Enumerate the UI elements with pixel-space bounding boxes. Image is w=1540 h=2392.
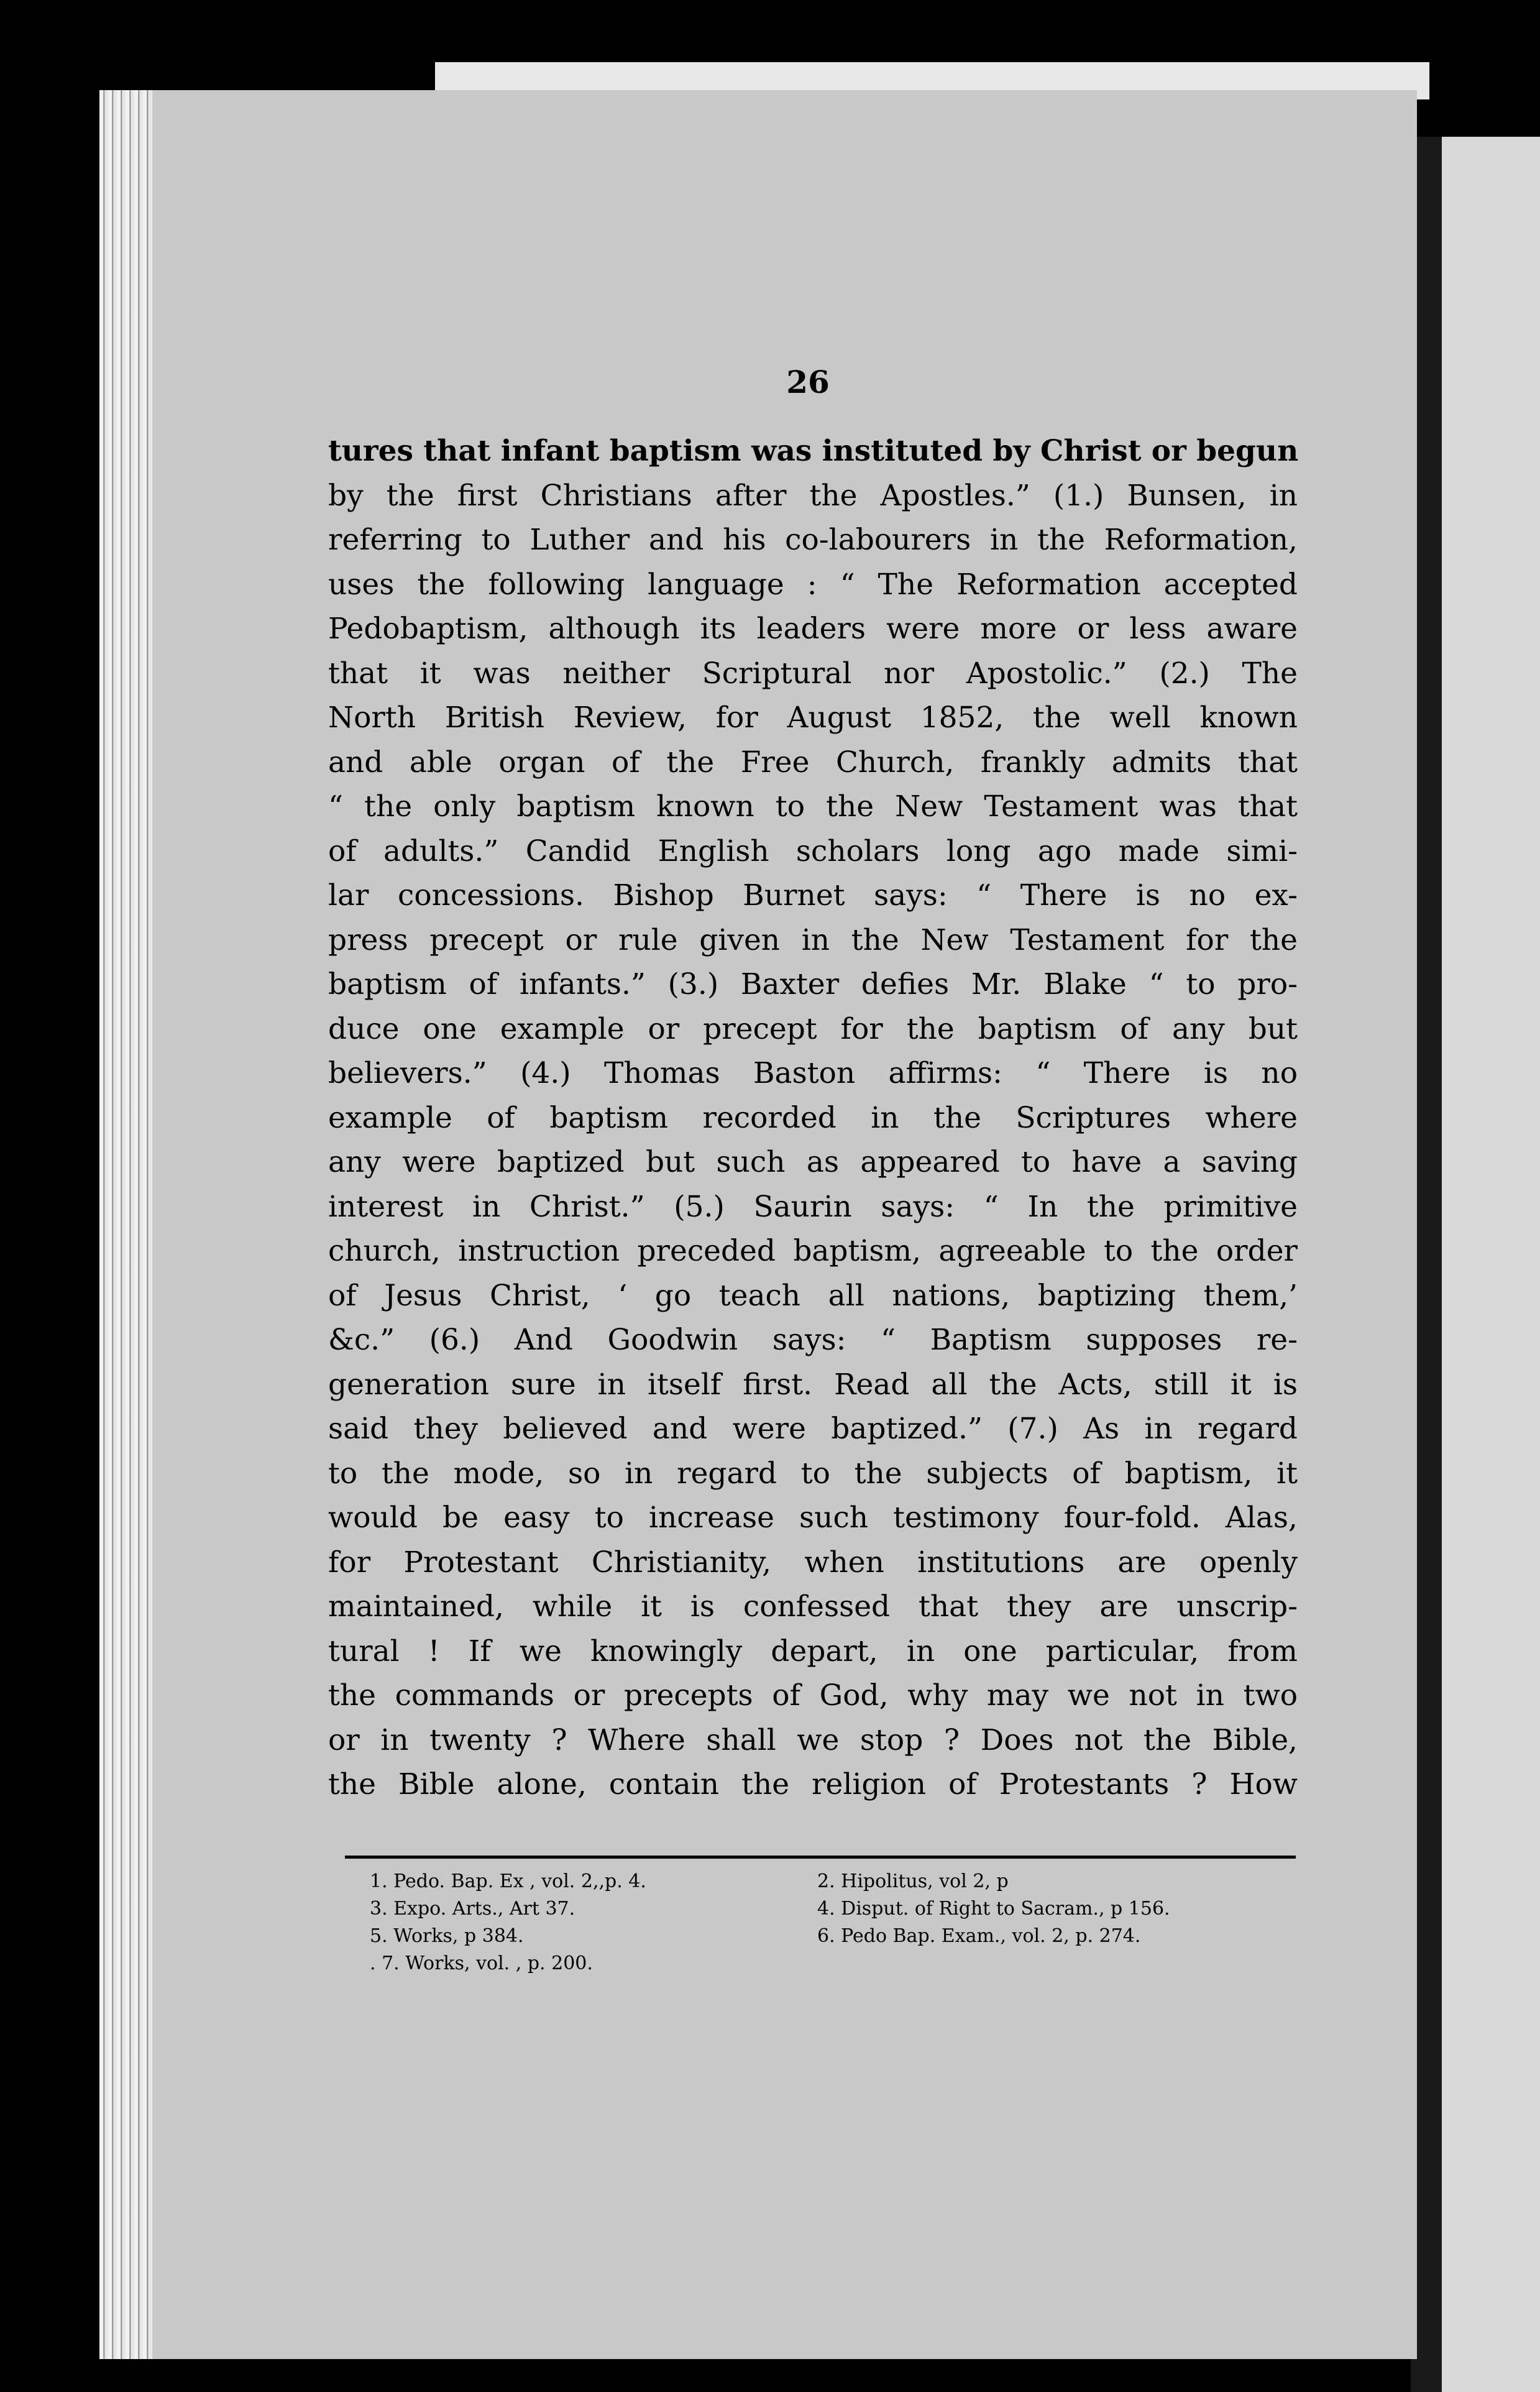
text-line: lar concessions. Bishop Burnet says: “ There is no ex- (328, 878, 1298, 913)
text-line: tural ! If we knowingly depart, in one particular, from (328, 1634, 1298, 1668)
text-line: believers.” (4.) Thomas Baston affirms: “ There is no (328, 1056, 1298, 1090)
text-line: of Jesus Christ, ‘ go teach all nations, baptizing them,’ (328, 1278, 1298, 1313)
footnote-divider (345, 1856, 1296, 1859)
text-line: &c.” (6.) And Goodwin says: “ Baptism supposes re- (328, 1323, 1298, 1357)
text-line: or in twenty ? Where shall we stop ? Does not the Bible, (328, 1723, 1298, 1757)
footnote: 6. Pedo Bap. Exam., vol. 2, p. 274. (817, 1925, 1141, 1947)
page-number: 26 (786, 364, 830, 400)
footnote: . 7. Works, vol. , p. 200. (370, 1953, 593, 1974)
text-line: and able organ of the Free Church, frankly admits that (328, 745, 1298, 780)
footnote: 1. Pedo. Bap. Ex , vol. 2,,p. 4. (370, 1870, 646, 1892)
text-line: the Bible alone, contain the religion of Protestants ? How (328, 1767, 1298, 1801)
text-line: of adults.” Candid English scholars long ago made simi- (328, 834, 1298, 868)
text-line: any were baptized but such as appeared to have a saving (328, 1145, 1298, 1179)
text-line: by the first Christians after the Apostles.” (1.) Bunsen, in (328, 478, 1298, 513)
text-line: the commands or precepts of God, why may we not in two (328, 1678, 1298, 1713)
text-line: “ the only baptism known to the New Testament was that (328, 789, 1298, 824)
text-line: generation sure in itself first. Read all the Acts, still it is (328, 1367, 1298, 1402)
text-line: maintained, while it is confessed that they are unscrip- (328, 1589, 1298, 1624)
body-text (328, 429, 1298, 1807)
text-line: for Protestant Christianity, when institutions are openly (328, 1545, 1298, 1580)
text-line: duce one example or precept for the baptism of any but (328, 1011, 1298, 1046)
text-line: referring to Luther and his co-labourers in the Reformation, (328, 523, 1298, 557)
text-line: baptism of infants.” (3.) Baxter defies Mr. Blake “ to pro- (328, 967, 1298, 1001)
text-line: church, instruction preceded baptism, agreeable to the order (328, 1234, 1298, 1268)
footnote: 3. Expo. Arts., Art 37. (370, 1898, 575, 1920)
text-line: to the mode, so in regard to the subjects of baptism, it (328, 1456, 1298, 1491)
text-line: press precept or rule given in the New Testament for the (328, 922, 1298, 957)
footnotes-left-column (370, 1868, 646, 1977)
footnote: 5. Works, p 384. (370, 1925, 524, 1947)
footnote: 2. Hipolitus, vol 2, p (817, 1870, 1009, 1892)
text-line: said they believed and were baptized.” (7.) As in regard (328, 1412, 1298, 1446)
text-line: that it was neither Scriptural nor Apostolic.” (2.) The (328, 656, 1298, 691)
text-line: example of baptism recorded in the Scriptures where (328, 1100, 1298, 1135)
text-line: uses the following language : “ The Reformation accepted (328, 567, 1298, 602)
text-line: tures that infant baptism was instituted by Christ or begun (328, 434, 1299, 468)
text-line: Pedobaptism, although its leaders were more or less aware (328, 612, 1298, 646)
binding-gutter (99, 90, 152, 2359)
text-line: interest in Christ.” (5.) Saurin says: “ In the primitive (328, 1189, 1298, 1224)
text-line: North British Review, for August 1852, the well known (328, 701, 1298, 735)
footnote: 4. Disput. of Right to Sacram., p 156. (817, 1898, 1170, 1920)
text-line: would be easy to increase such testimony four-fold. Alas, (328, 1501, 1298, 1535)
footnotes-right-column (817, 1868, 1170, 1950)
